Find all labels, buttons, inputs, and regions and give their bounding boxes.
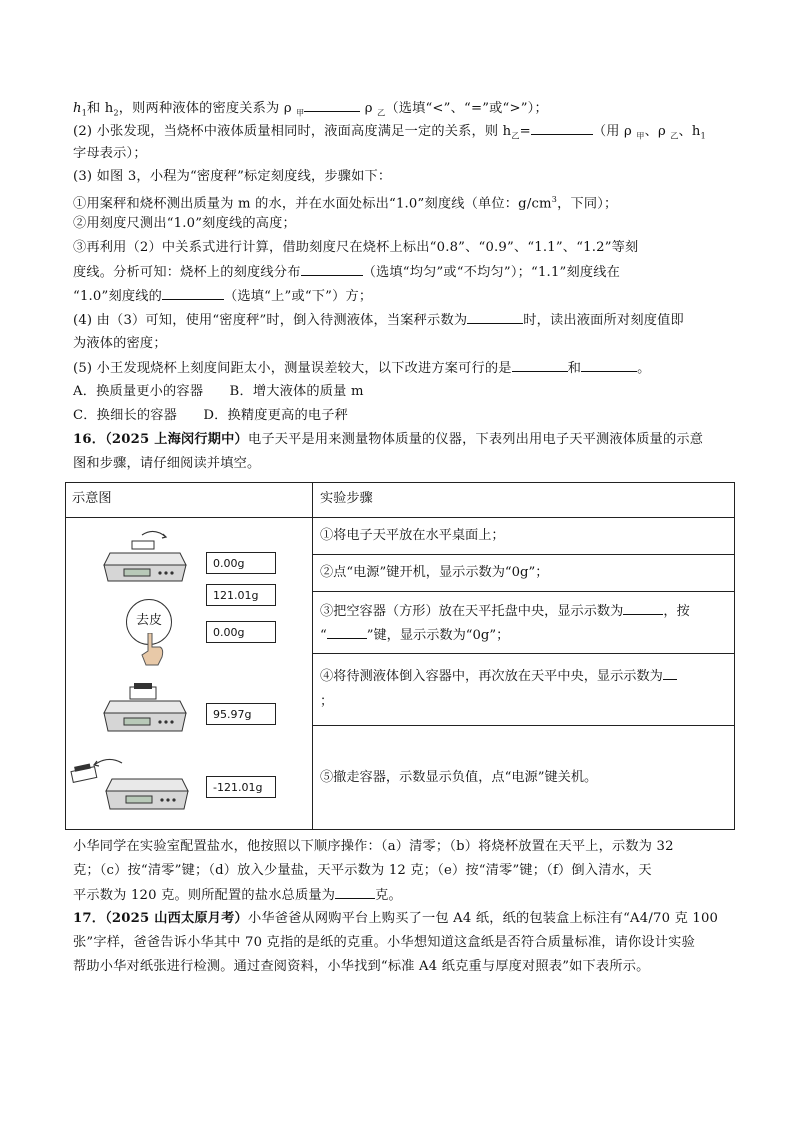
reading-display: 121.01g xyxy=(206,584,276,606)
reading-display: 0.00g xyxy=(206,552,276,574)
step-1: ①将电子天平放在水平桌面上； xyxy=(320,528,505,543)
table-divider xyxy=(312,483,313,829)
answer-blank[interactable] xyxy=(623,602,663,615)
table-header-left: 示意图 xyxy=(72,491,112,506)
answer-blank[interactable] xyxy=(531,122,593,135)
question-16-heading: 16．（2025 上海闵行期中）电子天平是用来测量物体质量的仪器，下表列出用电子天平测液体质量的示意 xyxy=(73,432,704,447)
option-line: A．换质量更小的容器 B．增大液体的质量 m xyxy=(73,384,364,399)
text-line: 度线。分析可知：烧杯上的刻度线分布 （选填“均匀”或“不均匀”）；“1.1”刻度线在 xyxy=(73,265,621,280)
text-line: (5) 小王发现烧杯上刻度间距太小，测量误差较大，以下改进方案可行的是 和 。 xyxy=(73,361,651,376)
answer-blank[interactable] xyxy=(581,359,637,372)
answer-blank[interactable] xyxy=(663,667,677,680)
text-line: 小华同学在实验室配置盐水，他按照以下顺序操作：（a）清零；（b）将烧杯放置在天平上，示数为 32 xyxy=(73,839,674,854)
answer-blank[interactable] xyxy=(512,359,568,372)
text-line: (3) 如图 3，小程为“密度秤”标定刻度线，步骤如下： xyxy=(73,169,392,184)
pointing-hand-icon xyxy=(138,633,168,667)
step-3-cont: “ ”键，显示示数为“0g”； xyxy=(320,628,510,643)
text-line: 平示数为 120 克。则所配置的盐水总质量为 克。 xyxy=(73,888,402,903)
answer-blank[interactable] xyxy=(162,287,224,300)
step-2: ②点“电源”键开机，显示示数为“0g”； xyxy=(320,565,549,580)
reading-display: -121.01g xyxy=(206,776,276,798)
text-line: $h_1$和 $h_2$，则两种液体的密度关系为 ρ $_甲$ ρ $_乙$（选填“<”、“=”或“>”）； xyxy=(73,101,548,118)
answer-blank[interactable] xyxy=(335,886,375,899)
reading-display: 0.00g xyxy=(206,621,276,643)
text-line: ②用刻度尺测出“1.0”刻度线的高度； xyxy=(73,216,296,231)
question-17-heading: 17．（2025 山西太原月考）小华爸爸从网购平台上购买了一包 A4 纸，纸的包装盒上标注有“A4/70 克 100 xyxy=(73,911,719,926)
answer-blank[interactable] xyxy=(467,311,523,324)
answer-blank[interactable] xyxy=(301,263,363,276)
text-line: ③再利用（2）中关系式进行计算，借助刻度尺在烧杯上标出“0.8”、“0.9”、“1.1”、“1.2”等刻 xyxy=(73,240,639,255)
answer-blank[interactable] xyxy=(304,99,360,112)
text-line: 为液体的密度； xyxy=(73,336,167,351)
tare-button-illustration: 去皮 xyxy=(126,599,172,645)
table-header-right: 实验步骤 xyxy=(320,491,373,506)
option-line: C．换细长的容器 D．换精度更高的电子秤 xyxy=(73,408,349,423)
table-divider xyxy=(66,517,734,518)
scale-with-box-illustration xyxy=(102,525,192,587)
step-3: ③把空容器（方形）放在天平托盘中央，显示示数为 ，按 xyxy=(320,604,690,619)
text-line: 帮助小华对纸张进行检测。通过查阅资料，小华找到“标准 A4 纸克重与厚度对照表”如下表所示。 xyxy=(73,959,650,974)
text-line: 克；（c）按“清零”键；（d）放入少量盐，天平示数为 12 克；（e）按“清零”键；（f）倒入清水，天 xyxy=(73,863,652,878)
step-4: ④将待测液体倒入容器中，再次放在天平中央，显示示数为 xyxy=(320,667,677,686)
table-divider xyxy=(312,591,734,592)
text-line: ①用案秤和烧杯测出质量为 m 的水，并在水面处标出“1.0”刻度线（单位：$g/cm^3$，下同）； xyxy=(73,195,618,212)
answer-blank[interactable] xyxy=(327,626,367,639)
step-5: ⑤撤走容器，示数显示负值，点“电源”键关机。 xyxy=(320,770,598,785)
text-line: 字母表示）； xyxy=(73,146,147,161)
text-line: 张”字样，爸爸告诉小华其中 70 克指的是纸的克重。小华想知道这盒纸是否符合质量标准，请你设计实验 xyxy=(73,935,695,950)
step-4-cont: ； xyxy=(320,694,334,709)
text-line: (4) 由（3）可知，使用“密度秤”时，倒入待测液体，当案秤示数为 时，读出液面所对刻度值即 xyxy=(73,313,684,328)
table-divider xyxy=(312,653,734,654)
table-divider xyxy=(312,725,734,726)
text-line: 图和步骤，请仔细阅读并填空。 xyxy=(73,456,261,471)
text-line: (2) 小张发现，当烧杯中液体质量相同时，液面高度满足一定的关系，则 $h_乙=$ （用 ρ $_甲$、ρ $_乙$、$h_1$ xyxy=(73,124,706,141)
scale-container-removed-illustration xyxy=(70,755,194,817)
scale-with-container-illustration xyxy=(102,679,192,739)
text-line: “1.0”刻度线的 （选填“上”或“下”）方； xyxy=(73,289,373,304)
reading-display: 95.97g xyxy=(206,703,276,725)
experiment-table xyxy=(65,482,735,830)
table-divider xyxy=(312,554,734,555)
